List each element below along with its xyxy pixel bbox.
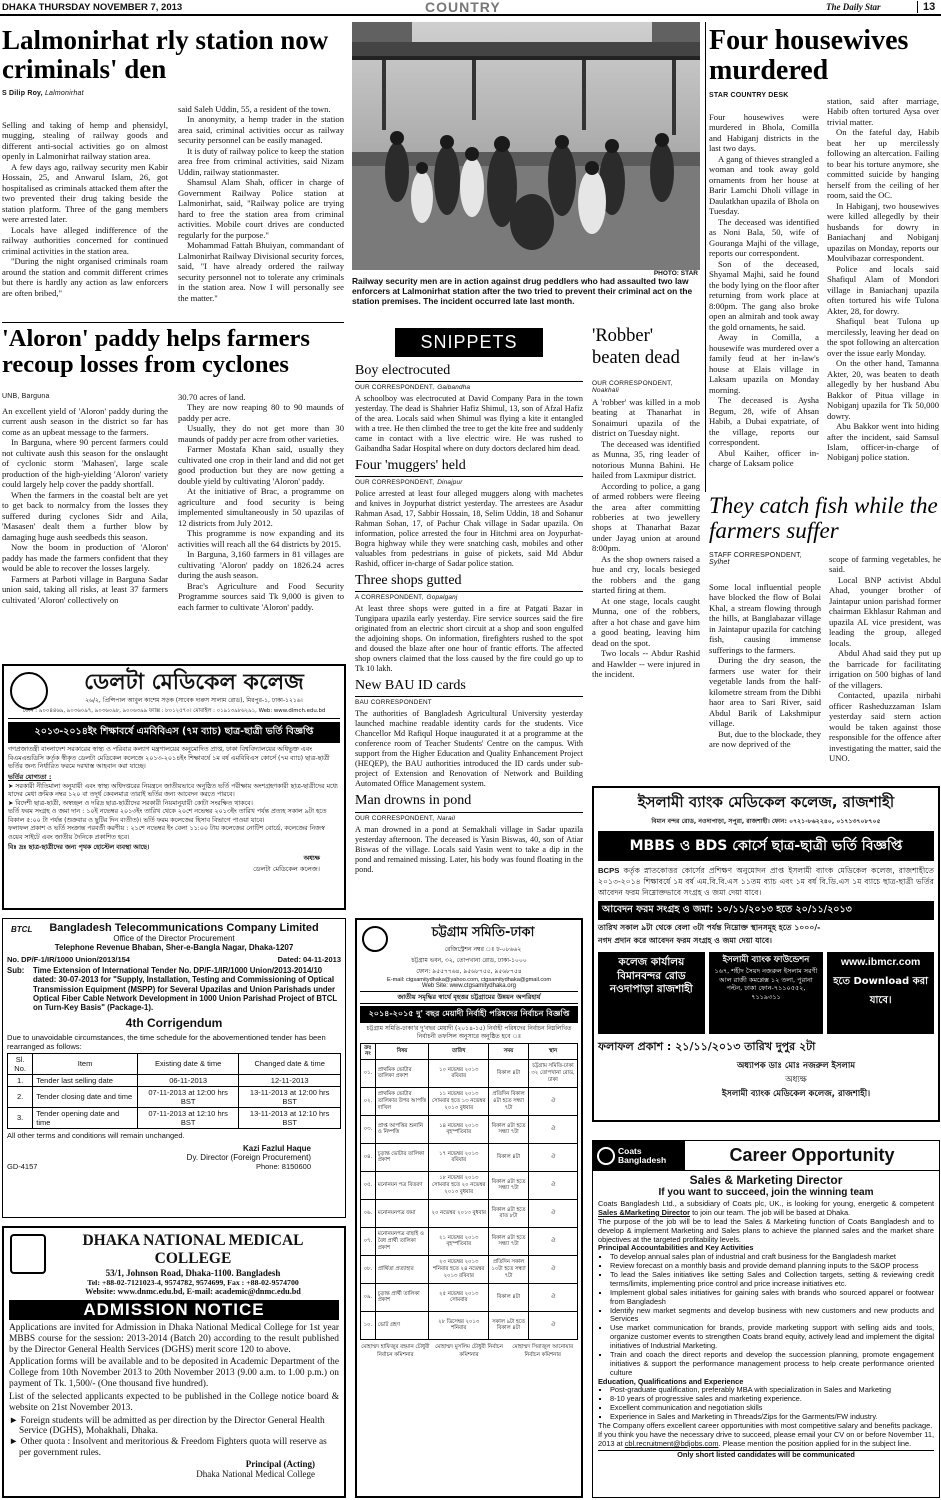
table-cell: 07-11-2013 at 12:00 hrs BST — [137, 1086, 239, 1107]
snippet-item — [355, 363, 583, 454]
ctg-banner: ২০১৪-২০১৫ দু' বছর মেয়াদী নির্বাহী পরিষদের নির্বাচন বিজ্ঞপ্তি — [360, 1006, 578, 1023]
snippet-byline: OUR CORRESPONDENT, Dinajpur — [355, 476, 583, 486]
table-cell: ০৫. — [361, 1171, 376, 1199]
paper-name: The Daily Star — [826, 2, 881, 12]
coats-header — [593, 1141, 939, 1171]
headline: 'Aloron' paddy helps farmers recoup losses from cyclones — [2, 325, 310, 379]
table-row — [361, 1283, 578, 1311]
table-row — [361, 1227, 578, 1255]
snippet-byline: OUR CORRESPONDENT, Narail — [355, 812, 583, 822]
list-item: ▪ Review forecast on a monthly basis and provide demand planning inputs to the S&OP process — [610, 1262, 934, 1271]
coats-tagline: If you want to succeed, join the winning team — [658, 1187, 874, 1198]
snippet-headline: Three shops gutted — [355, 573, 462, 589]
table-cell: ০৮. — [361, 1255, 376, 1283]
headline: They catch fish while the farmers suffer — [709, 493, 938, 543]
coats-offer: The Company offers excellent career opportunities with most competitive salary and benefits package. — [598, 1420, 933, 1430]
islami-form: আবেদন ফরম সংগ্রহ ও জমা: ১০/১১/২০১৩ হতে ২০/১১/২০১৩ — [598, 901, 934, 920]
table-cell: ০৩. — [361, 1115, 376, 1143]
snippet-item — [355, 678, 583, 789]
headline: 'Robber' beaten dead — [592, 326, 680, 368]
list-item: ▪ Excellent communication and negotiation skills — [610, 1404, 934, 1413]
delta-sign: অধ্যক্ষ ডেলটা মেডিকেল কলেজ। — [253, 854, 320, 874]
table-cell: ঐ — [528, 1255, 577, 1283]
ad-ctg-samity — [355, 918, 583, 1498]
ctg-motto: জাতীয় সমৃদ্ধির স্বার্থে বৃহত্তর চট্টগ্রামের উন্নয়ন অপরিহার্য — [360, 991, 578, 1004]
table-cell: ঐ — [528, 1311, 577, 1339]
snippet-item — [355, 573, 583, 674]
divider — [2, 322, 344, 323]
ctg-sig: মোহাম্মদ হাফিজুর রহমান চৌধুরী নির্বাচন কমিশনার — [361, 1343, 430, 1358]
divider — [705, 22, 706, 492]
list-item: ▪ Post-graduate qualification, preferably MBA with specialization in Sales and Marketing — [610, 1386, 934, 1395]
table-row — [8, 1086, 341, 1107]
table-header: Item — [33, 1053, 138, 1074]
delta-bullet: ➤ সরকারী নীতিমালা অনুযায়ী এবং স্বাস্থ্য অধিদপ্তরের নিয়ন্ত্রনে জাতীয়ভাবে অনুষ্ঠিত ভর্তি পরীক্ষায় অংশগ্রহণকারী ছাত্র-ছাত্রীদের মধ্যে যাদের মেধা ক্রমিক নম্বর ১২০ বা তদূর্ধ কেবলমাত্র তারাই ভর্তির জন্য আবেদন করতে পারবে। — [8, 782, 338, 799]
snippet-text: A schoolboy was electrocuted at David Company Para in the town yesterday. The dead is Shahrier Hafiz Shimul, 13, son of Afzal Hafiz of the area. Locals said when Shimul was flying a kite it entangled with a tree. He then climbed the tree to get the kite free and suddenly came in contact with a live electric wire. He was rushed to Gaibandha Sadar Hospital where on duty doctors declared him dead. — [355, 394, 583, 454]
story-col-1: Some local influential people have blocked the flow of Bolai Khal, a stream flowing through the hills, at Banglabazar village in Jaintapur upazila for catching fish, causing immense sufferings to the farmers. During the dry season, the farmers use water for their vegetable lands from the half-kilometre stream from the Dibhi haor area to Sari River, said Abdul Barik of Lakshmipur village. But, due to the blockade, they are now deprived of the — [709, 582, 821, 750]
story-fish — [709, 494, 941, 780]
table-row — [361, 1255, 578, 1283]
table-cell: ০১. — [361, 1059, 376, 1087]
ctg-sig: মোহাম্মদ মুসলিম চৌধুরী নির্বাচন কমিশনার — [435, 1343, 503, 1358]
table-cell: ০২. — [361, 1087, 376, 1115]
table-cell: Tender opening date and time — [33, 1107, 138, 1128]
dnmc-title: DHAKA NATIONAL MEDICAL COLLEGE — [82, 1232, 304, 1267]
headline: Four housewives murdered — [709, 25, 909, 87]
islami-address: বিমান বন্দর রোড, নওদাপাড়া, সপুরা, রাজশাহী। ফোন: ০৭২১-৮৬২২৪০, ০১৭১৩৭০৮৭০৫ — [651, 818, 881, 825]
table-cell: ঐ — [528, 1171, 577, 1199]
story-lalmonirhat — [2, 26, 344, 318]
delta-logo — [10, 672, 48, 710]
table-cell: ঐ — [528, 1143, 577, 1171]
btcl-footer: All other terms and conditions will remain unchanged. — [7, 1130, 185, 1140]
story-col-2: station, said after marriage, Habib often tortured Aysa over trivial matter. On the fateful day, Habib beat her up mercilessly following an altercation. Failing to bear his torture anymore, she committed suicide by hanging herself from the ceiling of her room, said the OC. In Habiganj, two housewives were killed allegedly by their husbands for dowry in Baniachanj and Nobiganj upazilas on Monday, reports our Moulvibazar correspondent. Police and locals said Shafiqul Alam of Mondori village in Baniachanj upazila often tortured his wife Tulona Akter, 28, for dowry. Shafiqul beat Tulona up mercilessly, leaving her dead on the spot following an altercation over the issue early Monday. On the other hand, Tamanna Akter, 20, was beaten to death allegedly by her husband Abu Bakkor of Pitua village in Nobiganj upazila for Tk 50,000 dowry. Abu Bakkor went into hiding after the incident, said Samsul Islam, officer-in-charge of Nobiganj police station. — [827, 96, 939, 463]
coats-body — [593, 1198, 939, 1461]
islami-title: ইসলামী ব্যাংক মেডিকেল কলেজ, রাজশাহী — [637, 793, 895, 811]
story-col-2: 30.70 acres of land. They are now reaping 80 to 90 maunds of paddy per acre. Usually, they do not get more than 30 maunds of paddy per acre from other varieties. Farmer Mostafa Khan said, usually they cultivated one crop in their land and did not get good production but they are now getting a double yield by cultivating 'Aloron' paddy. At the initiative of Brac, a programme on agriculture and food security is being implemented simultaneously in 50 upazilas of 12 districts from July 2012. This programme is now expanding and its activities will reach all the 64 districts by 2015. In Barguna, 3,160 farmers in 81 villages are cultivating 'Aloron' paddy on 1826.24 acres during the aush season. Brac's Agriculture and Food Security Programme sources said Tk 9,000 is given to each farmer to cultivate 'Aloron' paddy. — [178, 392, 344, 612]
ctg-sig: মোহাম্মদ সিরাজুল আনোয়ার নির্বাচন কমিশনার — [512, 1343, 574, 1358]
snippet-headline: New BAU ID cards — [355, 678, 466, 694]
table-cell: প্রতিদিন সকাল ১০টা হতে সন্ধ্যা ৭টা — [489, 1255, 529, 1283]
snippet-byline: OUR CORRESPONDENT, Gaibandha — [355, 381, 583, 391]
table-cell: বিকাল ৪টা — [489, 1059, 529, 1087]
islami-sign: অধ্যাপক ডাঃ মোঃ নজরুল ইসলাম অধ্যক্ষ ইসলামী ব্যাংক মেডিকেল কলেজ, রাজশাহী। — [721, 1061, 871, 1100]
table-row — [361, 1143, 578, 1171]
table-header: বিষয় — [375, 1043, 429, 1059]
delta-note: বিঃ দ্রঃ ছাত্র-ছাত্রীদের জন্য পৃথক হোস্টেল ব্যবস্থা আছে। — [8, 844, 150, 852]
delta-address: ২৬/২, প্রিন্সিপাল আবুল কাশেম সড়ক (সাবেক দারুস সালাম রোড), মিরপুর-১, ঢাকা-১২১৬। — [85, 697, 303, 705]
ad-dnmc — [2, 1226, 346, 1498]
table-header: স্থান — [528, 1043, 577, 1059]
dnmc-tel: Tel: +88-02-7121023-4, 9574782, 9574699, Fax : +88-02-9574700 — [87, 1278, 299, 1287]
islami-banner: MBBS ও BDS কোর্সে ছাত্র-ছাত্রী ভর্তি বিজ্ঞপ্তি — [598, 831, 934, 861]
table-cell: চূড়ান্ত প্রার্থী তালিকা প্রকাশ — [375, 1283, 429, 1311]
list-item: ▪ Train and coach the direct reports and develop the succession planning, promote engagement initiatives & support the performance management process to help create performance oriented culture — [610, 1351, 934, 1378]
snippet-text: At least three shops were gutted in a fire at Patgati Bazar in Tungipara upazila early yesterday. Fire service sources said the fire originated from an electric short circuit at a shop and soon engulfed the adjoining shops. On information, firefighters rushed to the spot and doused the blaze after one hour of frantic efforts. The affected shop owners claimed that the loss caused by the fire could go up to Tk 10 lakh. — [355, 604, 583, 674]
table-cell: ০৪. — [361, 1143, 376, 1171]
dnmc-para: Application forms will be available and to be deposited in Academic Department of the College from 10th November 2013 to 20th November 2013 (9.00 a.m. to 1.00 p.m.) on payment of Tk. 1,500/- (One thousand five hundred). — [9, 1357, 339, 1390]
table-cell: ০৯. — [361, 1283, 376, 1311]
snippet-byline: BAU CORRESPONDENT — [355, 696, 583, 706]
story-housewives — [709, 26, 941, 494]
list-item: ▪ To lead the Sales initiatives like setting Sales and Collection targets, setting & reviewing credit terms/limits, implementing price control and price increase initiatives etc. — [610, 1271, 934, 1289]
location-college: কলেজ কার্যালয় বিমানবন্দর রোড নওদাপাড়া রাজশাহী — [598, 952, 705, 1034]
table-cell: ঐ — [528, 1087, 577, 1115]
delta-body: গণপ্রজাতন্ত্রী বাংলাদেশ সরকারের স্বাস্থ্য ও পরিবার কল্যাণ মন্ত্রণালয়ের অনুমোদিত প্রাপ্ত, ঢাকা বিশ্ববিদ্যালয়ের অধিভুক্ত এবং বিএমএন্ডডিসি কর্তৃক স্বীকৃত ডেলটা মেডিকেল কলেজে ২০১৩-২০১৪ইং শিক্ষাবর্ষে ১ম বর্ষ এমবিবিএস কোর্সে (৭ম ব্যাচ) ছাত্র-ছাত্রী ভর্তির জন্য নির্ধারিত ফরমে দরখাস্ত আহবান করা যাচ্ছে। — [8, 746, 330, 771]
coats-logo-icon — [597, 1147, 615, 1165]
snippet-item — [355, 793, 583, 874]
snippet-item — [355, 458, 583, 569]
ctg-signatures — [360, 1344, 578, 1360]
dnmc-sign: Principal (Acting) Dhaka National Medical College — [196, 1458, 315, 1479]
table-cell: বিকাল ৪টা — [489, 1283, 529, 1311]
coats-apply: If you think you have the necessary drive to succeed, please email your CV on or before November 11, 2013 at cbl.recruitment@bdjobs.com. Please mention the position applied for in the subject line. — [598, 1429, 934, 1448]
table-cell: ০৬. — [361, 1199, 376, 1227]
list-item: ▪ Identify new market segments and develop business with new customers and new products and Services — [610, 1307, 934, 1325]
story-col-1: Selling and taking of hemp and phensidyl, mugging, stealing of railway goods and different anti-social activities go on almost openly in Lalmonirhat railway station area. A few days ago, railway security men Kabir Hossain, 25, and Anwarul Islam, 26, got hospitalised as criminals attacked them after the two prevented their drug taking beside the station platform. Three of the gang members were arrested later. Locals have alleged indifference of the railway authorities concerned for continued criminal activities in the station area. "During the night organised criminals roam around the station and commit different crimes but there is hardly any action as law enforcers are often bribed," — [2, 120, 168, 298]
table-cell: মনোনয়নপত্র বাছাই ও বৈধ প্রার্থী তালিকা প্রকাশ — [375, 1227, 429, 1255]
table-header: Sl. No. — [8, 1053, 33, 1074]
table-cell: বিকাল ৪টা হতে রাত ৮টা — [489, 1199, 529, 1227]
table-row — [8, 1074, 341, 1086]
table-cell: ১৭ নভেম্বর ২০১৩ রবিবার — [429, 1143, 489, 1171]
story-col-1: An excellent yield of 'Aloron' paddy during the current aush season in the district so far has come as an upbeat message to the farmers. In Barguna, where 90 percent farmers could not cultivate aush this season for the onslaught of cyclonic storm 'Mahasen', large scale production of the high-yielding 'Aloron' variety could largely help cover the paddy shortfall. When the farmers in the coastal belt are yet to get back to normalcy from the losses they suffered during cyclones Sidr and Aila, 'Masasen' dealt them a further blow by damaging huge aush seedbeds this season. Now the boom in production of 'Aloron' paddy has made the farmers confident that they would be able to recover the losses largely. Farmers at Parboti village in Barguna Sadar union said, taking all risks, at least 37 farmers cultivated 'Aloron' collectively on — [2, 406, 168, 605]
snippet-headline: Man drowns in pond — [355, 793, 472, 809]
snippet-headline: Four 'muggers' held — [355, 458, 466, 474]
table-cell: বিকাল ৪টা হতে সন্ধ্যা ৭টা — [489, 1171, 529, 1199]
table-row — [361, 1115, 578, 1143]
delta-bullet: ➤ বিদেশী ছাত্র-ছাত্রী, অস্বচ্ছল ও দরিদ্র ছাত্র-ছাত্রীদের সরকারী নিয়মানুযায়ী কোটা সংরক্ষিত থাকবে। — [8, 799, 253, 807]
table-cell: ২৮ ডিসেম্বর ২০১৩ শনিবার — [429, 1311, 489, 1339]
table-cell: চট্টগ্রাম সমিতি-ঢাকা ৩২ তোপখানা রোড, ঢাকা — [528, 1059, 577, 1087]
table-row — [361, 1311, 578, 1339]
btcl-ref: No. DP/F-1/IR/1000 Union/2013/154 Dated: 04-11-2013 — [7, 955, 341, 964]
table-cell: 12-11-2013 — [239, 1074, 341, 1086]
table-cell: প্রাথমিক ভোটার তালিকা প্রকাশ — [375, 1059, 429, 1087]
btcl-title: Bangladesh Telecommunications Company Limited — [49, 922, 319, 934]
list-item: ▪ Use market communication for brands, provide marketing support with selling aids and tools, organize customer events to strengthen Coats brand equity, actively lead and implement the digital initiatives of Industrial Marketing. — [610, 1324, 934, 1351]
coats-intro: Coats Bangladesh Ltd., a subsidiary of Coats plc, UK., is looking for young, energetic & competent Sales &Marketing Director to join our team. The job will be based at Dhaka. — [598, 1199, 934, 1217]
dnmc-notice: ADMISSION NOTICE — [9, 1300, 339, 1320]
story-col-2: said Saleh Uddin, 55, a resident of the town. In anonymity, a hemp trader in the station area said, criminal activities occur as railway security personnel can be easily managed. It is duty of railway police to keep the station area free from criminal activities, said Nizam Uddin, railway stationmaster. Shamsul Alam Shah, officer in charge of Government Railway Police station at Lalmonirhat, said, "Railway police are trying hard to free the station area from criminal activities. Mobile court drives are conducted regularly for the purpose." Mohammad Fattah Bhuiyan, commandant of Lalmonirhat Railway Divisional security forces, said, "I have already ordered the railway security personnel not to tolerate any criminals in the station area. Now I will personally see the matter." — [178, 104, 344, 303]
table-header: Changed date & time — [239, 1053, 341, 1074]
islami-cash: নগদ প্রদান করে আবেদন ফরম সংগ্রহ ও জমা দেয়া যাবে। — [598, 936, 773, 946]
table-cell: মনোনয়নপত্র জমা — [375, 1199, 429, 1227]
table-cell: ২৩ নভেম্বর ২০১৩ শনিবার হতে ২৪ নভেম্বর ২০১৩ রবিবার — [429, 1255, 489, 1283]
ctg-reg: রেজিস্ট্রেশন নম্বর ঃ ঢ-০৮৬৬২ — [444, 946, 522, 953]
coats-purpose: The purpose of the job will be to lead the Sales & Marketing function of Coats Bangladesh and to develop & implement Marketing and Sales plans to achieve the planned sales and the market share objectives at the targeted profitability levels. — [598, 1216, 934, 1244]
delta-banner: ২০১৩-২০১৪ইং শিক্ষাবর্ষে এমবিবিএস (৭ম ব্যাচ) ছাত্র-ছাত্রী ভর্তি বিজ্ঞপ্তি — [8, 722, 340, 743]
dnmc-bullet: ► Foreign students will be admitted as per direction by the Director General Health Service (DGHS), Mohakhali, Dhaka. — [9, 1415, 325, 1437]
table-cell: ১১ নভেম্বর ২০১৩ সোমবার হতে ১৩ নভেম্বর ২০১৩ বুধবার — [429, 1087, 489, 1115]
table-cell: সকাল ৯টা হতে বিকাল ৪টা — [489, 1311, 529, 1339]
ad-btcl — [2, 918, 346, 1218]
table-header: তারিখ — [429, 1043, 489, 1059]
table-cell: 13-11-2013 at 12:00 hrs BST — [239, 1086, 341, 1107]
dnmc-para: List of the selected applicants expected to be published in the College notice board & website on 21st November 2013. — [9, 1391, 339, 1413]
table-row — [361, 1059, 578, 1087]
islami-result: ফলাফল প্রকাশ : ২১/১১/২০১৩ তারিখ দুপুর ২টা — [598, 1040, 816, 1054]
headline: Lalmonirhat rly station now criminals' den — [2, 25, 329, 85]
btcl-logo: BTCL — [11, 925, 33, 934]
photo-image — [352, 22, 700, 270]
table-cell: Tender last selling date — [33, 1074, 138, 1086]
coats-logo: Coats Bangladesh — [593, 1141, 685, 1171]
list-item: ▪ Implement global sales initiatives for gaining sales with brands who sourced apparel or footwear from Bangladesh — [610, 1289, 934, 1307]
story-robber — [592, 326, 700, 781]
table-cell: ঐ — [528, 1227, 577, 1255]
islami-locations — [598, 952, 934, 1034]
coats-heading: Education, Qualifications and Experience — [598, 1376, 744, 1386]
byline: STAFF CORRESPONDENT, Sylhet — [709, 551, 802, 566]
btcl-corrigendum: 4th Corrigendum — [125, 1015, 223, 1030]
story-body: A 'robber' was killed in a mob beating at Thanarhat in Sonaimuri upazila of the district on Tuesday night. The deceased was identified as Munna, 35, ring leader of notorious Munna Bahini. He hailed from Laxmipur district. According to police, a gang of armed robbers were fleeing the area after committing robberies at two jewellery shops at Thanarhat Bazar under Jayag union at around 8:00pm. As the shop owners raised a hue and cry, locals besieged the robbers and the gang started firing at them. At one stage, locals caught Munna, one of the robbers, after a hot chase and gave him a good beating, leaving him dead on the spot. Two locals -- Abdur Rashid and Hawlder -- were injured in the incident. — [592, 396, 700, 680]
table-cell: ১৮ নভেম্বর ২০১৩ সোমবার হতে ২০ নভেম্বর ২০১৩ বুধবার — [429, 1171, 489, 1199]
list-item: ▪ To develop annual sales plan of industrial and craft business for the Bangladesh market — [610, 1253, 934, 1262]
table-cell: মনোনয়ন পত্র বিতরণ — [375, 1171, 429, 1199]
table-cell: প্রাপ্ত আপত্তির শুনানি ও নিষ্পত্তি — [375, 1115, 429, 1143]
delta-phone: ফোন : ৯০০৪৪৬৯, ৯০৩৬০৯৭, ৯০৩৬০৯৮, ৯০০৬৩৯৯ ফ্যাক্স : ৮০১২৫৭০। মোবাইল : ০১৯১৩৯৮৬২৯১, Web: www.dlmch.edu.bd — [8, 708, 340, 719]
table-row — [361, 1171, 578, 1199]
list-item: ▪ 8-10 years of progressive sales and marketing experience. — [610, 1395, 934, 1404]
table-cell: 2. — [8, 1086, 33, 1107]
btcl-sign: Kazi Fazlul Haque Dy. Director (Foreign Procurement) — [186, 1143, 311, 1162]
delta-form: ভর্তি ফরম সংগ্রহ ও জমা দান : ১০ই নভেম্বর ২০১৩ইং তারিখ থেকে ২০শে নভেম্বর ২০১৩ইং তারিখ পর্যন্ত প্রত্যহ সকাল ৯টা হতে বিকাল ৫:০০ টা পর্যন্ত (শুক্রবার ও ছুটির দিন ব্যতীত)। ভর্তি ফরম কলেজের হিসাব বিভাগে পাওয়া যাবে। — [8, 808, 327, 824]
table-cell: ১০ নভেম্বর ২০১৩ রবিবার — [429, 1059, 489, 1087]
btcl-address: Telephone Revenue Bhaban, Sher-e-Bangla Nagar, Dhaka-1207 — [54, 943, 294, 952]
byline: STAR COUNTRY DESK — [709, 92, 789, 100]
snippet-text: The authorities of Bangladesh Agricultural University yesterday launched machine readable identity cards for the students. Vice Chancellor Md Rafiqul Hoque inaugurated it at a programme at the conference room of Teacher Students' Centre on the campus. With support from the Higher Education and Quality Enhancement Project (HEQEP), the BAU authorities introduced the ID cards under sub-project of Extension and Renovation of Network and Building Automated Office Management system. — [355, 709, 583, 789]
table-cell: ভোট গ্রহণ — [375, 1311, 429, 1339]
ctg-phone: ফোন: ৯৫৫৭৭৬৪, ৯৫৬৮৭৫৫, ৯৫৬৮৭৫৪ — [416, 968, 522, 975]
table-cell: Tender closing date and time — [33, 1086, 138, 1107]
coats-title: Career Opportunity — [729, 1145, 895, 1165]
list-item: ▪ Experience in Sales and Marketing in Threads/Zips for the Garments/FW industry. — [610, 1413, 934, 1422]
story-col-2: scope of farming vegetables, he said. Local BNP activist Abdul Ahad, younger brother of Jaintapur union parishad former chairman Ekhlasur Rahman and upazila AL vice president, was leading the group, alleged locals. Abdul Ahad said they put up the barricade for facilitating irrigation on 500 bighas of land of the villagers. Contacted, upazila nirbahi officer Rasheduzzaman Islam yesterday said stern action would be taken against those responsible for the offence after investigating the matter, said the UNO. — [829, 554, 941, 764]
table-header: ক্রঃ নং — [361, 1043, 376, 1059]
ctg-addr: চট্টগ্রাম ভবন, ৩২, তোপখানা রোড, ঢাকা-১০০০ — [411, 957, 527, 964]
ctg-email: E-mail: ctgsamitydhaka@yahoo.com, ctgsamitydhaka@gmail.com — [386, 977, 551, 983]
table-cell: ১০. — [361, 1311, 376, 1339]
snippets-title: SNIPPETS — [395, 328, 543, 357]
btcl-subject: Sub: Time Extension of International Tender No. DP/F-1/IR/1000 Union/2013-2014/10 dated: 30-07-2013 for "Supply, Installation, Testing and Commissioning of Optical Transmission Equipment (MSPP) for Several Upazilas and Union Parishads under Optical Fiber Cable Network Development in 1000 Union Parishad Project of BTCL on Turn-Key Basis" (Package-1). — [7, 966, 338, 1013]
ad-islami-bank — [592, 786, 940, 1122]
snippets — [355, 328, 583, 910]
story-aloron — [2, 326, 344, 658]
story-col-1: Four housewives were murdered in Bhola, Comilla and Habiganj districts in the last two days. A gang of thieves strangled a woman and took away gold ornaments from her house at Barir Lamchi Dholi village in Daulatkhan upazila of Bhola on Tuesday. The deceased was identified as Noni Bala, 50, wife of Gouranga Majhi of the village, reports our correspondent. Son of the deceased, Shyamal Majhi, said he found the body lying on the floor after returning from work place at 8:00pm. The gang also broke open an almirah and took away the gold ornaments, he said. Away in Comilla, a housewife was murdered over a family feud at her in-law's house at Elais village in Laksam upazila on Monday morning. The deceased is Aysha Begum, 28, wife of Ahsan Habib, a Dubai expatriate, of the village, reports our correspondent. Abul Kaiher, officer in-charge of Laksam police — [709, 112, 819, 468]
snippet-list — [355, 363, 583, 875]
location-web: www.ibmcr.com হতে Download করা যাবে। — [827, 952, 934, 1034]
table-cell: ০৭. — [361, 1227, 376, 1255]
byline: S Dilip Roy, Lalmonirhat — [2, 90, 84, 98]
coats-heading: Principal Accountabilities and Key Activities — [598, 1243, 754, 1253]
table-row — [361, 1199, 578, 1227]
ctg-title: চট্টগ্রাম সমিতি-ঢাকা — [431, 925, 535, 940]
coats-role: Sales & Marketing Director — [689, 1173, 843, 1187]
table-cell: বিকাল ৪টা হতে সন্ধ্যা ৭টা — [489, 1227, 529, 1255]
ad-coats — [592, 1140, 940, 1498]
table-cell: 07-11-2013 at 12:10 hrs BST — [137, 1107, 239, 1128]
dnmc-para: Applications are invited for Admission in Dhaka National Medical College for 1st year MBBS course for the session: 2013-2014 (Batch 20) according to the result published by the Director General Health Services (DGHS) merit score 120 to above. — [9, 1323, 339, 1355]
btcl-intro: Due to unavoidable circumstances, the time schedule for the abovementioned tender has been rearranged as follows: — [7, 1032, 326, 1051]
coats-qualifications — [598, 1386, 934, 1422]
btcl-table — [7, 1053, 341, 1129]
dnmc-address: 53/1, Johnson Road, Dhaka-1100. Bangladesh — [105, 1268, 281, 1278]
ctg-table — [360, 1043, 578, 1340]
table-row — [361, 1087, 578, 1115]
byline: UNB, Barguna — [2, 392, 50, 400]
table-cell: 3. — [8, 1107, 33, 1128]
byline: OUR CORRESPONDENT, Noakhali — [592, 379, 673, 394]
masthead-date: DHAKA THURSDAY NOVEMBER 7, 2013 — [2, 2, 183, 13]
dnmc-logo — [10, 1234, 46, 1274]
delta-result: ফলাফল প্রকাশ ও ভর্তি সংক্রান্ত পরবর্তী করণীয় : ২১শে নভেম্বর ইং বেলা ১১:০০ টায় কলেজের নোটিশ বোর্ডে, কলেজের নিজস্ব ওয়েব সাইটে এবং জাতীয় দৈনিকে প্রকাশিত হবে। — [8, 825, 325, 841]
table-cell: ঐ — [528, 1283, 577, 1311]
table-cell: প্রাথমিক ভোটার তালিকার উপর আপত্তি দাখিল — [375, 1087, 429, 1115]
page-number: 13 — [917, 1, 935, 13]
ctg-web: Web Site: www.ctgsamitydhaka.org — [422, 983, 516, 989]
coats-activities — [598, 1253, 934, 1377]
ad-delta-medical — [2, 664, 346, 910]
islami-body: BCPS কর্তৃক স্নাতকোত্তর কোর্সের প্রশিক্ষণ অনুমোদন প্রাপ্ত ইসলামী ব্যাংক মেডিকেল কলেজ, রাজশাহীতে ২০১৩-২০১৪ শিক্ষাবর্ষে ১ম বর্ষ এম.বি.বি.এস ১১তম ব্যাচ এবং ১ম বর্ষ বি.ডি.এস ১ম ব্যাচে ছাত্র-ছাত্রী ভর্তির আবেদন ফরম নিম্নোক্তভাবে সংগ্রহ ও জমা দেয়া যাবে। — [598, 866, 934, 898]
section-name: COUNTRY — [425, 0, 501, 15]
islami-time: তারিখ সকাল ৯টা থেকে বেলা ৩টা পর্যন্ত নিম্নোক্ত স্থানসমূহ হতে ১০০০/- — [598, 923, 821, 933]
table-cell: বিকাল ৪টা — [489, 1143, 529, 1171]
dnmc-web: Website: www.dnmc.edu.bd, E-mail: academic@dnmc.edu.bd — [85, 1287, 301, 1296]
delta-sub: ভর্তির যোগ্যতা : — [8, 772, 52, 781]
table-header: সময় — [489, 1043, 529, 1059]
snippet-byline: A CORRESPONDENT, Gopalganj — [355, 591, 583, 601]
table-cell: চূড়ান্ত ভোটার তালিকা প্রকাশ — [375, 1143, 429, 1171]
table-cell: ২৫ নভেম্বর ২০১৩ সোমবার — [429, 1283, 489, 1311]
table-cell: প্রার্থিতা প্রত্যাহার — [375, 1255, 429, 1283]
coats-note: Only short listed candidates will be communicated — [598, 1450, 934, 1460]
table-cell: ১৪ নভেম্বর ২০১৩ বৃহস্পতিবার — [429, 1115, 489, 1143]
dnmc-bullet: ► Other quota : Insolvent and meritorious & Freedom Fighters quota will reserve as per government rules. — [9, 1437, 327, 1458]
table-cell: বিকাল ৪টা হতে সন্ধ্যা ৭টা — [489, 1115, 529, 1143]
table-cell: 1. — [8, 1074, 33, 1086]
btcl-bottom: GD-4157 Phone: 8150600 — [7, 1161, 311, 1171]
snippet-text: A man drowned in a pond at Semakhali village in Sadar upazila yesterday afternoon. The deceased is Yasin Biswas, 40, son of Atiar Biswas of the village. Locals said Yasin went to take a dip in the pond and remained missing. Later, his body was found floating in the pond. — [355, 824, 583, 874]
table-cell: ২১ নভেম্বর ২০১৩ বৃহস্পতিবার — [429, 1227, 489, 1255]
table-cell: 06-11-2013 — [137, 1074, 239, 1086]
table-cell: ২০ নভেম্বর ২০১৩ বুধবার — [429, 1199, 489, 1227]
snippet-headline: Boy electrocuted — [355, 363, 451, 378]
photo-caption: Railway security men are in action against drug peddlers who had assaulted two law enforcers at Lalmonirhat station after the two tried to prevent their criminal act on the station premises. The incident occurred late last month. — [352, 276, 693, 307]
table-cell: প্রতিদিন বিকাল ৪টা হতে সন্ধ্যা ৭টা — [489, 1087, 529, 1115]
photo-credit: PHOTO: STAR — [653, 270, 698, 277]
btcl-office: Office of the Director Procurement — [113, 934, 235, 943]
table-header: Existing date & time — [137, 1053, 239, 1074]
table-row — [8, 1107, 341, 1128]
table-cell: ঐ — [528, 1199, 577, 1227]
masthead — [0, 0, 941, 16]
coats-email-link[interactable]: cbl.recruitment@bdjobs.com — [624, 1438, 719, 1448]
delta-title: ডেলটা মেডিকেল কলেজ — [84, 670, 304, 695]
table-cell: 13-11-2013 at 12:10 hrs BST — [239, 1107, 341, 1128]
location-foundation: ইসলামী ব্যাংক ফাউন্ডেশন ১৬৭, শহীদ সৈয়দ নজরুল ইসলাম সরণী আল রাজী কমপ্লেক্স ১২ তলা, পুরানা পল্টন, ঢাকা ফোন-৭১১০৫৫২, ৭১১৯৩১১ — [709, 952, 824, 1034]
table-cell: ঐ — [528, 1115, 577, 1143]
snippet-text: Police arrested at least four alleged muggers along with machetes and knives in Joypurhat district yesterday. The arrestees are Asadur Rahman Asad, 17, Sabbir Hossain, 18, Selim Uddin, 18 and Sohanur Rahman Sohan, 17, of Pachur Chak village in Sadar upazila. On information, police arrested the four in Hitchmi area on Joypurhat-Bogra highway while they were snatching cash, mobiles and other valuables from pedestrians in guise of pickets, said Md Abdur Rashid, officer in-charge of Sadar police station. — [355, 489, 583, 569]
ctg-intro: চট্টগ্রাম সমিতি-ঢাকা'র দু'বছর মেয়াদী (২০১৪-১৫) নির্বাহী পরিষদের নির্বাচন নিম্নলিখিত নির্বাচনী তফসিল অনুসারে অনুষ্ঠিত হবে ঃ — [366, 1025, 572, 1040]
ctg-logo — [362, 926, 388, 952]
news-photo — [352, 22, 700, 277]
